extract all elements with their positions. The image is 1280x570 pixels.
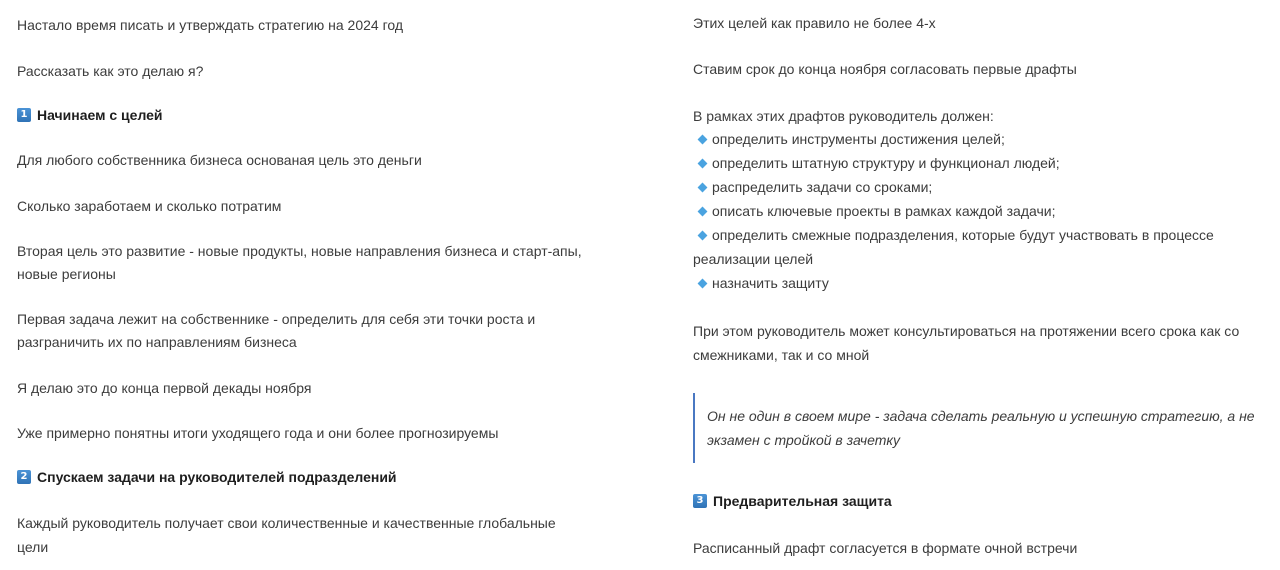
paragraph-in-person-meeting: Расписанный драфт согласуется в формате очной встречи xyxy=(693,540,1078,556)
paragraph-consult-line2: смежниками, так и со мной xyxy=(693,347,870,363)
diamond-bullet-icon xyxy=(698,158,708,168)
list-item: определить инструменты достижения целей; xyxy=(693,127,1214,151)
paragraph-goal-count: Этих целей как правило не более 4-х xyxy=(693,15,936,31)
section-heading-2 xyxy=(17,465,397,489)
paragraph-question: Рассказать как это делаю я? xyxy=(17,63,204,79)
diamond-bullet-icon xyxy=(698,206,708,216)
paragraph-consult-line1: При этом руководитель может консультироваться на протяжении всего срока как со xyxy=(693,323,1240,339)
section-heading-2-text: Спускаем задачи на руководителей подразделений xyxy=(37,469,397,485)
diamond-bullet-icon xyxy=(698,230,708,240)
section-heading-3-text: Предварительная защита xyxy=(713,493,892,509)
paragraph-manager-goals-line2: цели xyxy=(17,539,49,555)
list-item: описать ключевые проекты в рамках каждой задачи; xyxy=(693,199,1214,223)
list-item: назначить защиту xyxy=(693,271,1214,295)
blockquote-text: Он не один в своем мире - задача сделать реальную и успешную стратегию, а не экзамен с тройкой в зачетку xyxy=(707,408,1255,448)
blockquote xyxy=(693,393,1270,463)
paragraph-manager-goals-line1: Каждый руководитель получает свои количественные и качественные глобальные xyxy=(17,515,556,531)
number-2-icon: 2 xyxy=(17,470,31,484)
paragraph-money: Для любого собственника бизнеса основаная цель это деньги xyxy=(17,152,422,168)
section-heading-3 xyxy=(693,489,892,513)
draft-requirements-list xyxy=(693,127,1214,295)
diamond-bullet-icon xyxy=(698,182,708,192)
paragraph-results: Уже примерно понятны итоги уходящего года и они более прогнозируемы xyxy=(17,425,499,441)
diamond-bullet-icon xyxy=(698,134,708,144)
paragraph-november-deadline: Ставим срок до конца ноября согласовать первые драфты xyxy=(693,61,1077,77)
paragraph-development-line1: Вторая цель это развитие - новые продукты, новые направления бизнеса и старт-апы, xyxy=(17,243,582,259)
number-3-icon: 3 xyxy=(693,494,707,508)
paragraph-first-task-line2: разграничить их по направлениям бизнеса xyxy=(17,334,297,350)
list-item: определить смежные подразделения, которые будут участвовать в процессе xyxy=(693,223,1214,247)
list-item: распределить задачи со сроками; xyxy=(693,175,1214,199)
list-item: определить штатную структуру и функционал людей; xyxy=(693,151,1214,175)
paragraph-intro: Настало время писать и утверждать стратегию на 2024 год xyxy=(17,17,404,33)
paragraph-earn-spend: Сколько заработаем и сколько потратим xyxy=(17,198,282,214)
diamond-bullet-icon xyxy=(698,278,708,288)
number-1-icon: 1 xyxy=(17,108,31,122)
paragraph-development-line2: новые регионы xyxy=(17,266,116,282)
section-heading-1-text: Начинаем с целей xyxy=(37,107,163,123)
section-heading-1 xyxy=(17,103,163,127)
paragraph-deadline: Я делаю это до конца первой декады ноября xyxy=(17,380,312,396)
paragraph-draft-intro: В рамках этих драфтов руководитель должен: xyxy=(693,108,994,124)
paragraph-first-task-line1: Первая задача лежит на собственнике - определить для себя эти точки роста и xyxy=(17,311,536,327)
list-item-continuation: реализации целей xyxy=(693,251,814,267)
